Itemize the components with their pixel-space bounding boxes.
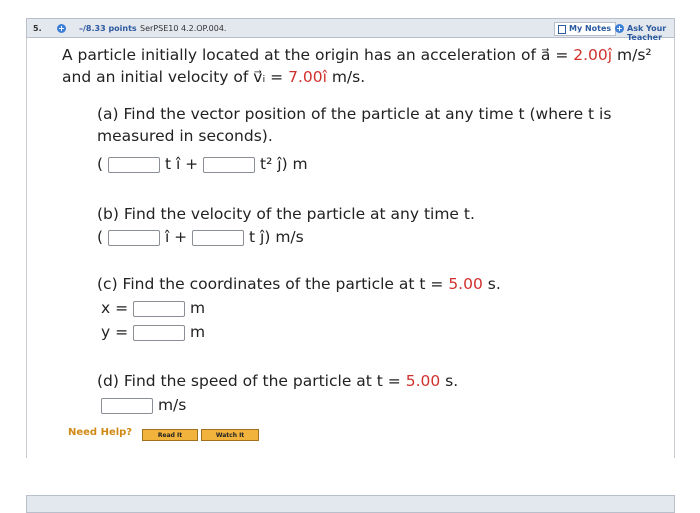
part-b-answer-row bbox=[97, 226, 304, 248]
part-c-text-end: s. bbox=[482, 275, 501, 293]
vel-eq: = bbox=[265, 68, 289, 86]
problem-text-1: A particle initially located at the origin has an acceleration of bbox=[62, 46, 536, 64]
part-d-text: (d) Find the speed of the particle at t = bbox=[97, 372, 406, 390]
part-b-question: (b) Find the velocity of the particle at any time t. bbox=[97, 205, 475, 223]
ask-teacher-label: Ask Your Teacher bbox=[627, 24, 667, 42]
part-a-line-1: (a) Find the vector position of the particle at any time t (where t is bbox=[97, 105, 612, 123]
my-notes-button[interactable] bbox=[554, 22, 616, 36]
problem-statement bbox=[62, 44, 662, 88]
part-c-y-input[interactable] bbox=[133, 325, 185, 341]
part-c-x-input[interactable] bbox=[133, 301, 185, 317]
part-b-end-text: t ĵ) m/s bbox=[249, 228, 304, 246]
part-a-open-paren: ( bbox=[97, 155, 104, 173]
part-a-input-i[interactable] bbox=[108, 157, 160, 173]
question-number: 5. bbox=[33, 24, 42, 33]
expand-plus-icon[interactable]: + bbox=[58, 24, 65, 33]
ask-teacher-button[interactable] bbox=[627, 24, 674, 42]
part-a-line-2: measured in seconds). bbox=[97, 127, 273, 145]
part-b-input-i[interactable] bbox=[108, 230, 160, 246]
part-b-mid-text: î + bbox=[164, 228, 188, 246]
part-c-x-label: x = bbox=[101, 299, 129, 317]
source-label: SerPSE10 4.2.OP.004. bbox=[140, 24, 227, 33]
accel-symbol: a⃗ bbox=[540, 46, 551, 64]
part-d-text-end: s. bbox=[440, 372, 459, 390]
part-b-open-paren: ( bbox=[97, 228, 104, 246]
part-a-input-j[interactable] bbox=[203, 157, 255, 173]
part-c-question bbox=[97, 273, 501, 295]
part-c-y-row bbox=[101, 321, 205, 343]
part-d-unit: m/s bbox=[157, 396, 187, 414]
read-it-button[interactable]: Read It bbox=[142, 429, 198, 441]
vel-unit: m/s. bbox=[326, 68, 366, 86]
part-a-end-text: t² ĵ) m bbox=[260, 155, 308, 173]
problem-line-2 bbox=[62, 66, 662, 88]
part-d-answer-row bbox=[101, 394, 186, 416]
accel-value: 2.00ĵ bbox=[573, 46, 613, 64]
part-c-y-label: y = bbox=[101, 323, 129, 341]
watch-it-button[interactable]: Watch It bbox=[201, 429, 259, 441]
problem-line-1 bbox=[62, 44, 662, 66]
question-header bbox=[26, 18, 675, 42]
problem-text-2: and an initial velocity of bbox=[62, 68, 249, 86]
need-help-label: Need Help? bbox=[68, 427, 133, 438]
my-notes-label: My Notes bbox=[569, 24, 612, 33]
next-question-header bbox=[26, 495, 675, 513]
part-c-x-row bbox=[101, 297, 205, 319]
part-c-y-unit: m bbox=[189, 323, 206, 341]
vel-value: 7.00î bbox=[288, 68, 327, 86]
part-b-input-j[interactable] bbox=[192, 230, 244, 246]
points-label: –/8.33 points bbox=[79, 24, 137, 33]
accel-eq: = bbox=[550, 46, 574, 64]
accel-unit: m/s² bbox=[612, 46, 652, 64]
part-c-text: (c) Find the coordinates of the particle at t = bbox=[97, 275, 449, 293]
part-a-mid-text: t î + bbox=[164, 155, 199, 173]
part-d-question bbox=[97, 370, 458, 392]
part-d-speed-input[interactable] bbox=[101, 398, 153, 414]
part-c-x-unit: m bbox=[189, 299, 206, 317]
notes-icon bbox=[558, 25, 566, 34]
part-a-question bbox=[97, 103, 611, 147]
part-a-answer-row bbox=[97, 153, 308, 175]
vel-symbol: v⃗ᵢ bbox=[253, 68, 266, 86]
part-d-time-value: 5.00 bbox=[405, 372, 441, 390]
part-c-time-value: 5.00 bbox=[448, 275, 483, 293]
ask-teacher-plus-icon[interactable]: + bbox=[616, 24, 623, 33]
